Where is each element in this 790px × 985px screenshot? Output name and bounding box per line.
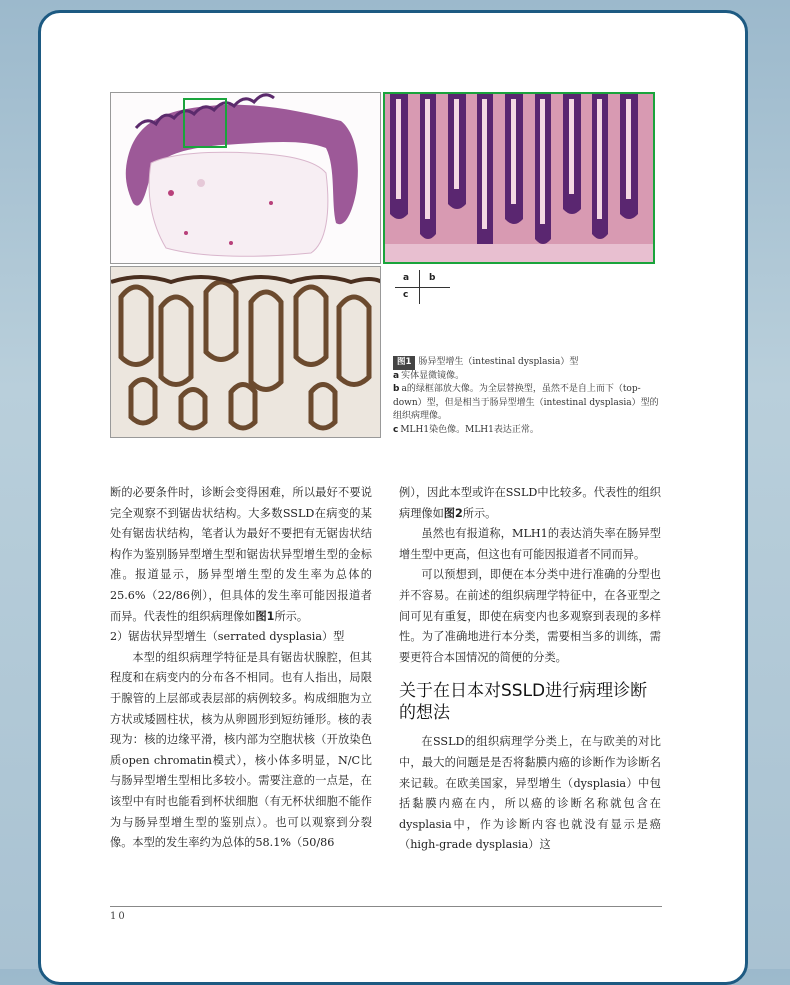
panel-key-b: b: [429, 273, 436, 283]
caption-item-c: c MLH1染色像。MLH1表达正常。: [393, 424, 539, 435]
panel-key-c: c: [403, 290, 409, 300]
left-paragraph-2: 本型的组织病理学特征是具有锯齿状腺腔，但其程度和在病变内的分布各不相同。也有人指出，局限于腺管的上层部或表层部的病例较多。构成细胞为立方状或矮圆柱状，核为从卵圆形到短纺锤形。核的表现为：核的边缘平滑，核内部为空胞状核（开放染色质open chromatin模式），核小体多明显，N/C比与肠异型增生型相比多较小。需要注意的一点是，在该型中有时也能看到杯状细胞（有无杯状细胞不能作为与肠异型增生型的鉴别点）。也可以观察到分裂像。本型的发生率约为总体的58.1%（50/86: [110, 650, 372, 850]
subsection-heading-serrated: 2）锯齿状异型增生（serrated dysplasia）型: [110, 630, 345, 644]
caption-title: 肠异型增生（intestinal dysplasia）型: [418, 357, 579, 367]
figure-panel-c-image: [110, 266, 381, 438]
panel-layout-key: [395, 270, 450, 304]
right-paragraph-2: 虽然也有报道称，MLH1的表达消失率在肠异型增生型中更高，但这也有可能因报道者不同而异。: [399, 527, 661, 561]
figure-caption: [393, 356, 661, 437]
panel-key-a: a: [403, 273, 410, 283]
magnified-area-green-box: [183, 98, 227, 148]
right-paragraph-1: 例），因此本型或许在SSLD中比较多。代表性的组织病理像如图2所示。: [399, 486, 661, 520]
right-paragraph-4: 在SSLD的组织病理学分类上，在与欧美的对比中，最大的问题是是否将黏膜内癌的诊断作为诊断名来记载。在欧美国家，异型增生（dysplasia）中包括黏膜内癌在内，所以癌的诊断名称就包含在dysplasia中，作为诊断内容也就没有显示是癌（high-grade dysplasia）这: [399, 735, 661, 852]
right-column: [399, 483, 661, 856]
figure-panel-a-image: [110, 92, 381, 264]
caption-item-a: a 实体显微镜像。: [393, 370, 465, 381]
right-paragraph-3: 可以预想到，即便在本分类中进行准确的分型也并不容易。在前述的组织病理学特征中，在各亚型之间可见有重复，即使在病变内也多观察到表现的多样性。为了准确地进行本分类，需要相当多的训练，需要更符合本国情况的简便的分类。: [399, 568, 661, 664]
figure-2-reference: 图2: [443, 506, 463, 520]
figure-tag: 图1: [393, 356, 415, 370]
caption-title-line: [393, 356, 661, 370]
page-number: 10: [110, 911, 127, 922]
caption-item-b: b a的绿框部放大像。为全层替换型，虽然不是自上而下（top-down）型，但是相当于肠异型增生（intestinal dysplasia）型的组织病理像。: [393, 384, 659, 421]
left-column: [110, 483, 372, 854]
left-paragraph-1: 断的必要条件时，诊断会变得困难，所以最好不要说完全观察不到锯齿状结构。大多数SSLD在病变的某处有锯齿状结构，笔者认为最好不要把有无锯齿状结构作为鉴别肠异型增生型和锯齿状异型增生型的金标准。报道显示，肠异型增生型的发生率为总体的25.6%（22/86例），但具体的发生率可能因报道者而异。代表性的组织病理像如图1所示。: [110, 486, 372, 623]
section-heading: 关于在日本对SSLD进行病理诊断的想法: [399, 681, 648, 724]
figure-panel-b-image: [383, 92, 655, 264]
figure-1-reference: 图1: [255, 609, 275, 623]
footer-rule: [110, 906, 662, 907]
